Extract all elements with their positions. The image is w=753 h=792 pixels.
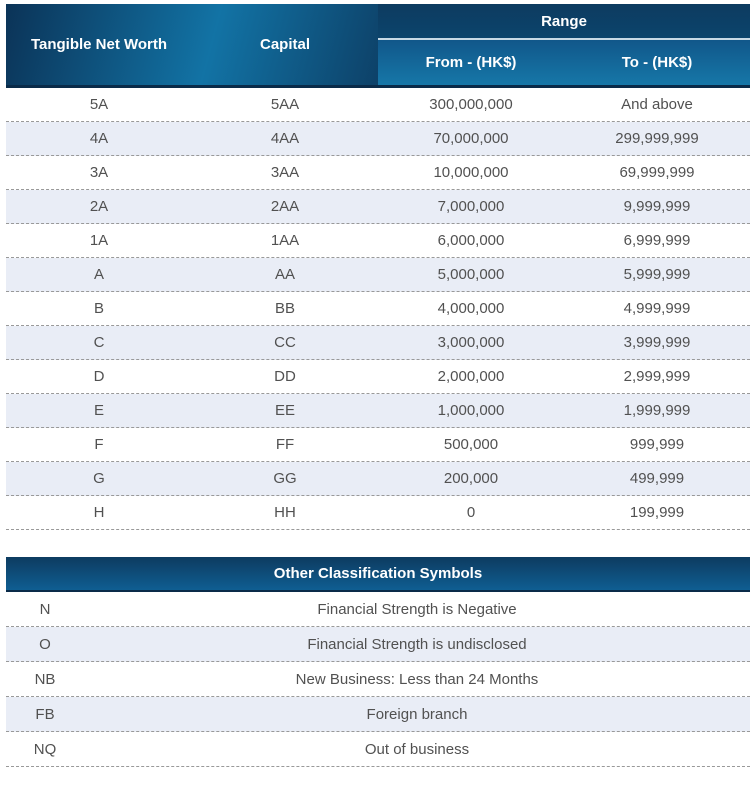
capital-cell: 5AA — [270, 96, 300, 113]
header-range-subrow — [378, 40, 750, 85]
table-row — [6, 592, 750, 627]
table-row — [6, 662, 750, 697]
tnw-cell: 2A — [89, 198, 109, 215]
table1-header — [6, 4, 750, 88]
capital-cell: DD — [274, 368, 296, 385]
tnw-cell: 1A — [89, 232, 109, 249]
range-from-cell: 5,000,000 — [437, 266, 505, 283]
table-row — [6, 326, 750, 360]
table-row — [6, 122, 750, 156]
header-range-to: To - (HK$) — [621, 54, 693, 71]
capital-cell: 4AA — [270, 130, 300, 147]
header-capital: Capital — [259, 36, 310, 53]
header-tangible-net-worth: Tangible Net Worth — [30, 36, 168, 53]
range-to-cell: 1,999,999 — [623, 402, 691, 419]
tnw-cell: D — [93, 368, 105, 385]
table-row — [6, 462, 750, 496]
tnw-cell: F — [94, 436, 104, 453]
table-row — [6, 258, 750, 292]
symbol-cell: FB — [35, 705, 55, 723]
range-to-cell: 199,999 — [629, 504, 685, 521]
capital-cell: 3AA — [270, 164, 300, 181]
capital-cell: 1AA — [270, 232, 300, 249]
tnw-cell: H — [93, 504, 105, 521]
financial-strength-table — [6, 4, 750, 530]
tnw-cell: C — [93, 334, 105, 351]
range-to-cell: 9,999,999 — [623, 198, 691, 215]
description-cell: Financial Strength is undisclosed — [307, 635, 527, 653]
capital-cell: FF — [275, 436, 295, 453]
range-to-cell: 4,999,999 — [623, 300, 691, 317]
range-to-cell: 5,999,999 — [623, 266, 691, 283]
header-range: Range — [378, 4, 750, 40]
range-from-cell: 1,000,000 — [437, 402, 505, 419]
table-row — [6, 697, 750, 732]
table-row — [6, 732, 750, 767]
symbol-cell: NB — [34, 670, 56, 688]
capital-cell: BB — [274, 300, 295, 317]
range-from-cell: 200,000 — [443, 470, 499, 487]
capital-cell: GG — [273, 470, 297, 487]
symbol-cell: O — [39, 635, 51, 653]
tnw-cell: G — [93, 470, 105, 487]
table-row — [6, 627, 750, 662]
capital-cell: AA — [274, 266, 295, 283]
range-to-cell: 2,999,999 — [623, 368, 691, 385]
range-from-cell: 3,000,000 — [437, 334, 505, 351]
range-from-cell: 6,000,000 — [437, 232, 505, 249]
description-cell: Financial Strength is Negative — [317, 600, 517, 618]
range-from-cell: 4,000,000 — [437, 300, 505, 317]
tnw-cell: 5A — [89, 96, 109, 113]
range-from-cell: 70,000,000 — [433, 130, 509, 147]
description-cell: Foreign branch — [366, 705, 468, 723]
capital-cell: EE — [274, 402, 295, 419]
table2-title: Other Classification Symbols — [6, 557, 750, 592]
table-row — [6, 428, 750, 462]
description-cell: Out of business — [364, 740, 470, 758]
table-row — [6, 360, 750, 394]
range-from-cell: 0 — [466, 504, 476, 521]
table-row — [6, 156, 750, 190]
table-row — [6, 496, 750, 530]
range-to-cell: 299,999,999 — [615, 130, 699, 147]
table1-header-right — [378, 4, 750, 85]
tnw-cell: 3A — [89, 164, 109, 181]
capital-cell: CC — [274, 334, 296, 351]
tnw-cell: A — [93, 266, 104, 283]
table-row — [6, 394, 750, 428]
table-row — [6, 190, 750, 224]
range-to-cell: 499,999 — [629, 470, 685, 487]
table-row — [6, 88, 750, 122]
range-to-cell: 999,999 — [629, 436, 685, 453]
range-from-cell: 500,000 — [443, 436, 499, 453]
table-row — [6, 292, 750, 326]
table1-header-left — [6, 4, 378, 85]
header-range-from: From - (HK$) — [425, 54, 517, 71]
symbol-cell: NQ — [33, 740, 57, 758]
range-to-cell: And above — [621, 96, 693, 113]
capital-cell: 2AA — [270, 198, 300, 215]
range-to-cell: 6,999,999 — [623, 232, 691, 249]
range-to-cell: 69,999,999 — [619, 164, 695, 181]
range-from-cell: 2,000,000 — [437, 368, 505, 385]
range-to-cell: 3,999,999 — [623, 334, 691, 351]
range-from-cell: 300,000,000 — [429, 96, 513, 113]
description-cell: New Business: Less than 24 Months — [295, 670, 539, 688]
tnw-cell: 4A — [89, 130, 109, 147]
range-from-cell: 10,000,000 — [433, 164, 509, 181]
table-row — [6, 224, 750, 258]
symbol-cell: N — [39, 600, 51, 618]
tnw-cell: E — [93, 402, 104, 419]
other-classification-symbols-table — [6, 557, 750, 767]
range-from-cell: 7,000,000 — [437, 198, 505, 215]
capital-cell: HH — [274, 504, 296, 521]
tnw-cell: B — [93, 300, 104, 317]
